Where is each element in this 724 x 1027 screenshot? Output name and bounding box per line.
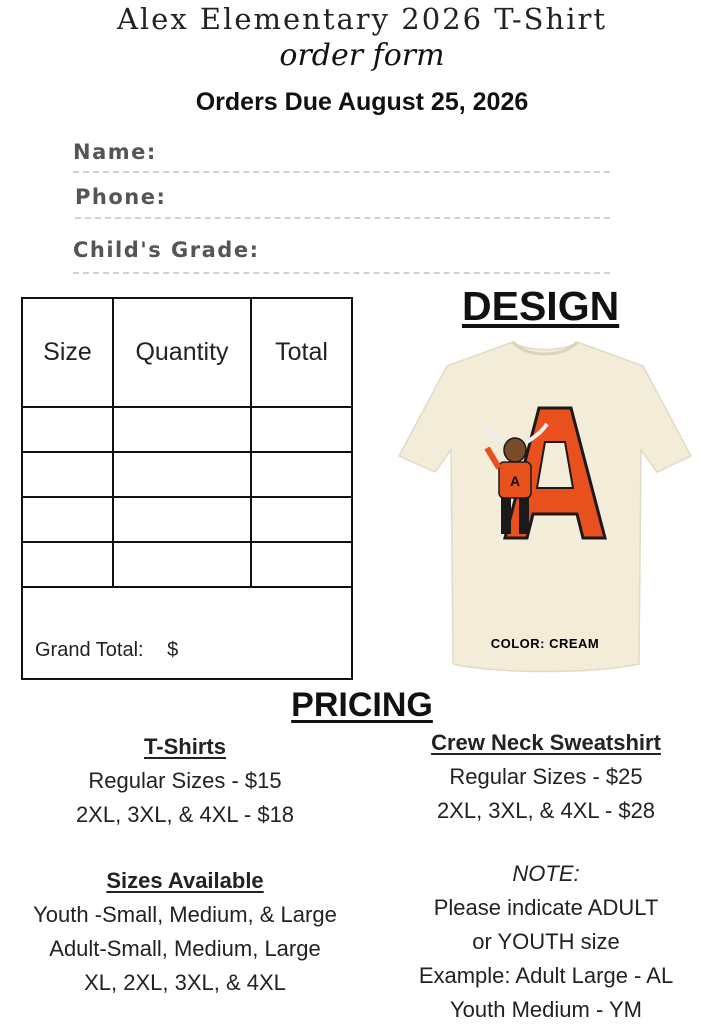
tshirt-image — [395, 338, 695, 678]
sizes-line: Youth -Small, Medium, & Large — [33, 902, 337, 927]
grand-total-cell[interactable] — [22, 587, 352, 679]
table-row — [22, 452, 352, 497]
note-line: Example: Adult Large - AL — [418, 963, 674, 988]
design-heading: DESIGN — [462, 283, 620, 329]
grand-total-label: Grand Total: — [35, 639, 144, 661]
form-subtitle: order form — [279, 38, 445, 73]
quantity-cell[interactable] — [113, 407, 251, 452]
size-header: Size — [22, 298, 113, 407]
quantity-header: Quantity — [113, 298, 251, 407]
quantity-cell[interactable] — [113, 542, 251, 587]
sweatshirt-line: Regular Sizes - $25 — [449, 764, 643, 789]
quantity-cell[interactable] — [113, 452, 251, 497]
grade-field[interactable] — [73, 272, 610, 274]
tshirts-pricing — [0, 730, 370, 832]
tshirts-heading: T-Shirts — [144, 734, 226, 759]
form-title: Alex Elementary 2026 T-Shirt — [116, 2, 608, 36]
name-field[interactable] — [73, 171, 610, 173]
quantity-cell[interactable] — [113, 497, 251, 542]
sweatshirt-line: 2XL, 3XL, & 4XL - $28 — [436, 798, 656, 823]
size-note — [386, 857, 706, 1027]
total-cell[interactable] — [251, 452, 352, 497]
total-cell[interactable] — [251, 407, 352, 452]
grand-total-currency: $ — [167, 639, 179, 661]
mascot-letter: A — [509, 473, 521, 489]
size-cell[interactable] — [22, 542, 113, 587]
note-line: or YOUTH size — [472, 929, 620, 954]
grand-total-row — [22, 587, 352, 679]
note-line: Please indicate ADULT — [433, 895, 659, 920]
size-cell[interactable] — [22, 407, 113, 452]
sweatshirt-heading: Crew Neck Sweatshirt — [431, 730, 661, 755]
pricing-heading: PRICING — [291, 686, 433, 724]
color-label: COLOR: CREAM — [490, 636, 600, 651]
table-row — [22, 407, 352, 452]
total-cell[interactable] — [251, 542, 352, 587]
sizes-heading: Sizes Available — [106, 868, 264, 893]
phone-field[interactable] — [75, 217, 610, 219]
size-cell[interactable] — [22, 497, 113, 542]
note-heading: NOTE: — [512, 861, 580, 886]
name-label: Name: — [73, 140, 157, 164]
order-table — [21, 297, 353, 680]
total-cell[interactable] — [251, 497, 352, 542]
size-cell[interactable] — [22, 452, 113, 497]
table-header-row — [22, 298, 352, 407]
sizes-line: Adult-Small, Medium, Large — [49, 936, 321, 961]
total-header: Total — [251, 298, 352, 407]
due-date: Orders Due August 25, 2026 — [195, 88, 529, 116]
sizes-available — [0, 864, 370, 1000]
tshirts-line: 2XL, 3XL, & 4XL - $18 — [75, 802, 295, 827]
sizes-line: XL, 2XL, 3XL, & 4XL — [84, 970, 286, 995]
sweatshirt-pricing — [386, 726, 706, 828]
tshirts-line: Regular Sizes - $15 — [88, 768, 282, 793]
table-row — [22, 497, 352, 542]
grade-label: Child's Grade: — [73, 238, 260, 262]
phone-label: Phone: — [75, 185, 167, 209]
note-line: Youth Medium - YM — [450, 997, 642, 1022]
table-row — [22, 542, 352, 587]
